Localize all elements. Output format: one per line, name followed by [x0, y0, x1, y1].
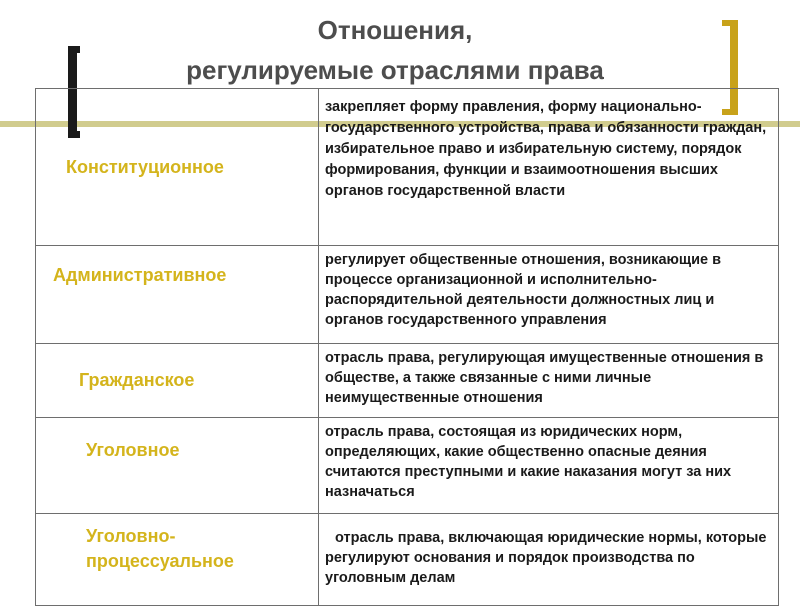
definition-cell [319, 89, 779, 246]
term-label: Уголовно-процессуальное [86, 526, 234, 571]
term-cell [36, 514, 319, 606]
definition-text: отрасль права, регулирующая имущественные отношения в обществе, а также связанные с ними личные неимущественные отношения [325, 350, 764, 406]
term-label: Конституционное [66, 156, 224, 177]
term-label: Уголовное [86, 440, 180, 460]
definition-text: закрепляет форму правления, форму национально-государственного устройства, права и обязанности граждан, избирательное право и избирательную систему, порядок формирования, функции и взаимоотношения высших органов государственной власти [325, 99, 767, 199]
page-title [0, 10, 800, 90]
table-row-administrative [36, 246, 779, 344]
definition-cell [319, 344, 779, 418]
definition-text: регулирует общественные отношения, возникающие в процессе организационной и исполнительно-распорядительной деятельности должностных лиц и органов государственного управления [325, 252, 722, 328]
term-cell [36, 246, 319, 344]
definition-text: отрасль права, включающая юридические нормы, которые регулируют основания и порядок производства по уголовным делам [325, 530, 767, 586]
term-label: Административное [53, 265, 227, 285]
definition-text: отрасль права, состоящая из юридических норм, определяющих, какие общественно опасные деяния считаются преступными и какие наказания могут за них назначаться [325, 424, 732, 500]
table-row-criminal [36, 418, 779, 514]
term-cell [36, 344, 319, 418]
definition-cell [319, 246, 779, 344]
page-title-line-1: Отношения, [317, 15, 473, 45]
definition-cell [319, 514, 779, 606]
page-title-line-2: регулируемые отраслями права [186, 55, 604, 85]
definition-cell [319, 418, 779, 514]
table-row-criminal-procedure [36, 514, 779, 606]
term-cell [36, 89, 319, 246]
table-row-civil [36, 344, 779, 418]
law-branches-table [35, 88, 779, 606]
term-cell [36, 418, 319, 514]
table-row-constitutional [36, 89, 779, 246]
term-label: Гражданское [79, 370, 195, 390]
